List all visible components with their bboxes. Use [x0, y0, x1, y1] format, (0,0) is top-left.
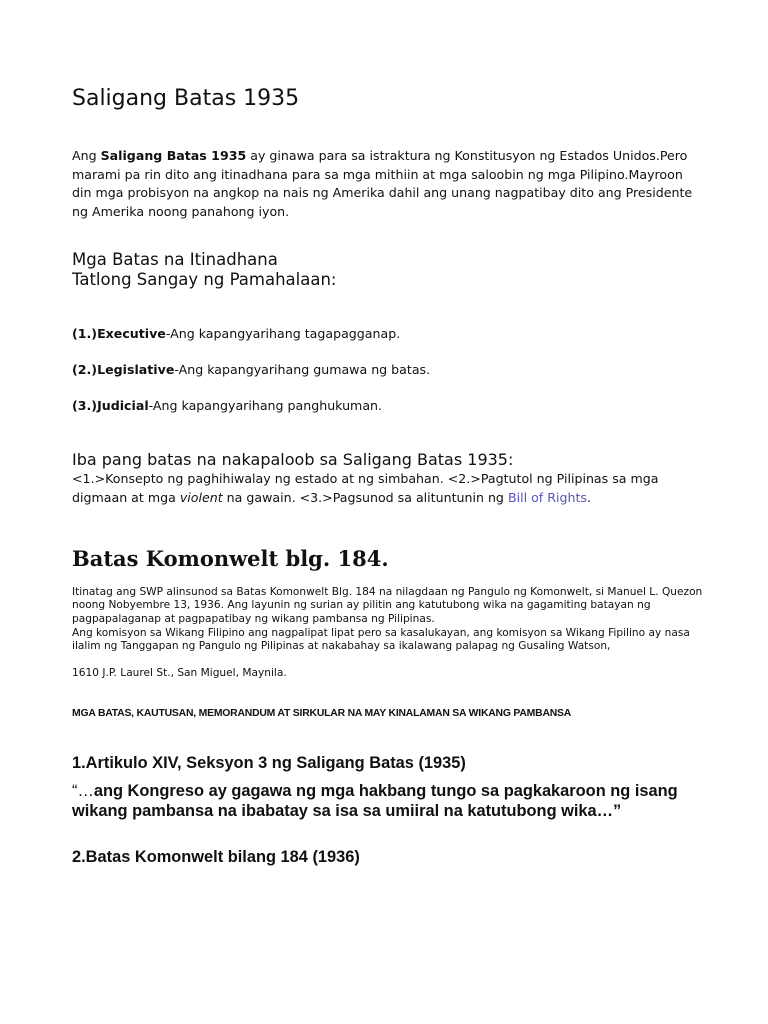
branch-executive	[72, 326, 400, 341]
branch-desc: -Ang kapangyarihang panghukuman.	[148, 398, 383, 413]
komonwelt-paragraph-1: Itinatag ang SWP alinsunod sa Batas Komonwelt Blg. 184 na nilagdaan ng Pangulo ng Komonwelt, si Manuel L. Quezon noong Nobyembre 13, 1936. Ang layunin ng surian ay pilitin ang katutubong wika na gagamiting batayan ng pagpapalaganap at pagpapatibay ng wikang pambansa ng Pilipinas.	[72, 586, 703, 625]
heading-batas: Mga Batas na Itinadhana	[72, 250, 278, 269]
item-2-heading: 2.Batas Komonwelt bilang 184 (1936)	[72, 848, 360, 866]
quote-open: “…	[72, 782, 94, 800]
intro-bold-term: Saligang Batas 1935	[100, 148, 247, 163]
quote-block	[72, 781, 702, 821]
quote-text: ang Kongreso ay gagawa ng mga hakbang tungo sa pagkakaroon ng isang wikang pambansa na ibabatay sa isa sa umiiral na katutubong wika…”	[72, 782, 678, 820]
branch-name: Executive	[97, 326, 166, 341]
branch-number: (2.)	[72, 362, 98, 377]
intro-paragraph	[72, 147, 702, 221]
item-1-heading: 1.Artikulo XIV, Seksyon 3 ng Saligang Batas (1935)	[72, 754, 466, 772]
intro-text: ay ginawa para sa istraktura ng Konstitusyon ng Estados Unidos.Pero marami pa rin dito ang itinadhana para sa mga mithiin at mga saloobin ng mga Pilipino.Mayroon din mga probisyon na angkop na nais ng Amerika dahil ang unang nagpatibay dito ang Presidente ng Amerika noong panahong iyon.	[72, 148, 693, 219]
branch-legislative	[72, 362, 430, 377]
komonwelt-paragraph-2: Ang komisyon sa Wikang Filipino ang nagpalipat lipat pero sa kasalukayan, ang komisyon sa Wikang Fipilino ay nasa ilalim ng Tanggapan ng Pangulo ng Pilipinas at nakabahay sa ikalawang palapag ng Gusaling Watson,	[72, 627, 690, 653]
branch-number: (1.)	[72, 326, 98, 341]
iba-text-1: <1.>Konsepto ng paghihiwalay ng estado at ng simbahan. <2.>Pagtutol ng Pilipinas sa mga digmaan at mga	[72, 471, 659, 505]
bill-of-rights-link[interactable]: Bill of Rights	[507, 489, 587, 505]
branch-desc: -Ang kapangyarihang tagapagganap.	[165, 326, 401, 341]
branch-judicial	[72, 398, 382, 413]
intro-prefix: Ang	[72, 148, 101, 163]
iba-italic: violent	[179, 489, 223, 505]
iba-text-2: na gawain. <3.>Pagsunod sa alituntunin ng	[222, 489, 508, 505]
branch-name: Legislative	[97, 362, 175, 377]
laws-caps-heading: MGA BATAS, KAUTUSAN, MEMORANDUM AT SIRKULAR NA MAY KINALAMAN SA WIKANG PAMBANSA	[72, 708, 572, 719]
heading-sangay: Tatlong Sangay ng Pamahalaan:	[72, 270, 337, 289]
branch-name: Judicial	[97, 398, 149, 413]
iba-heading: Iba pang batas na nakapaloob sa Saligang Batas 1935:	[72, 450, 514, 469]
iba-paragraph	[72, 470, 702, 507]
branch-number: (3.)	[72, 398, 98, 413]
branch-desc: -Ang kapangyarihang gumawa ng batas.	[174, 362, 431, 377]
iba-end: .	[586, 489, 591, 505]
komonwelt-title: Batas Komonwelt blg. 184.	[72, 546, 389, 571]
address-line: 1610 J.P. Laurel St., San Miguel, Maynila.	[72, 667, 287, 679]
page-title: Saligang Batas 1935	[72, 86, 300, 111]
